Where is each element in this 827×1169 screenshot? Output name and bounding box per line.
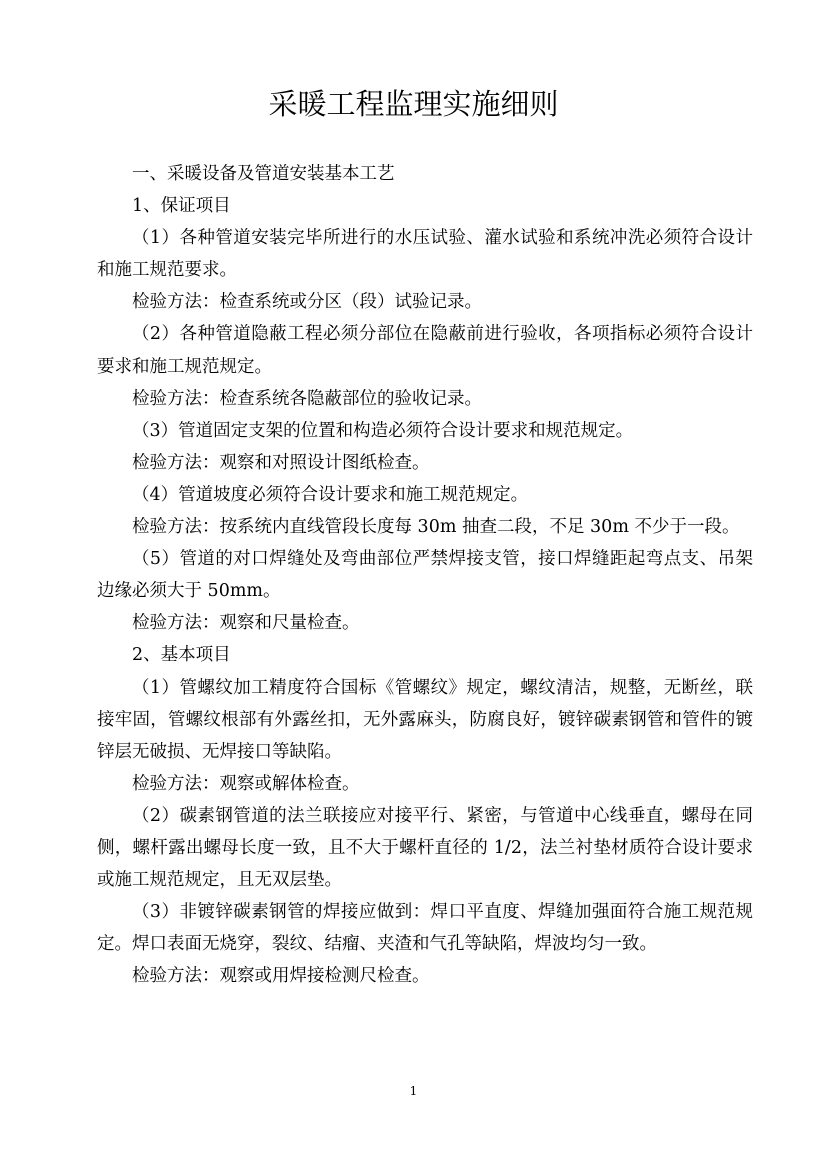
paragraph: （3）管道固定支架的位置和构造必须符合设计要求和规范规定。 bbox=[132, 420, 634, 441]
paragraph: （5）管道的对口焊缝处及弯曲部位严禁焊接支管，接口焊缝距起弯点支、吊架边缘必须大于 50mm。 bbox=[97, 549, 753, 602]
document-title: 采暖工程监理实施细则 bbox=[268, 87, 559, 121]
paragraph: 检验方法：观察和尺量检查。 bbox=[132, 613, 360, 634]
paragraph: （4）管道坡度必须符合设计要求和施工规范规定。 bbox=[132, 484, 529, 505]
paragraph: （2）各种管道隐蔽工程必须分部位在隐蔽前进行验收，各项指标必须符合设计要求和施工规范规定。 bbox=[97, 324, 753, 377]
paragraph: 检验方法：观察或解体检查。 bbox=[132, 773, 360, 794]
paragraph: （1）各种管道安装完毕所进行的水压试验、灌水试验和系统冲洗必须符合设计和施工规范要求。 bbox=[97, 228, 753, 281]
subsection-heading: 2、基本项目 bbox=[132, 645, 231, 666]
paragraph: 检验方法：检查系统或分区（段）试验记录。 bbox=[132, 292, 482, 313]
paragraph: （2）碳素钢管道的法兰联接应对接平行、紧密，与管道中心线垂直，螺母在同侧，螺杆露出螺母长度一致，且不大于螺杆直径的 1/2，法兰衬垫材质符合设计要求或施工规范规定，且无双层垫。 bbox=[97, 805, 753, 891]
paragraph: 检验方法：观察或用焊接检测尺检查。 bbox=[132, 966, 430, 987]
paragraph: （3）非镀锌碳素钢管的焊接应做到：焊口平直度、焊缝加强面符合施工规范规定。焊口表面无烧穿，裂纹、结瘤、夹渣和气孔等缺陷，焊波均匀一致。 bbox=[97, 902, 753, 955]
paragraph: （1）管螺纹加工精度符合国标《管螺纹》规定，螺纹清洁，规整，无断丝，联接牢固，管螺纹根部有外露丝扣，无外露麻头，防腐良好，镀锌碳素钢管和管件的镀锌层无破损、无焊接口等缺陷。 bbox=[97, 677, 753, 762]
paragraph: 检验方法：观察和对照设计图纸检查。 bbox=[132, 452, 430, 473]
paragraph: 检验方法：按系统内直线管段长度每 30m 抽查二段，不足 30m 不少于一段。 bbox=[132, 517, 740, 538]
page-number: 1 bbox=[409, 1084, 418, 1098]
document-body bbox=[97, 158, 753, 992]
section-heading: 一、采暖设备及管道安装基本工艺 bbox=[132, 164, 395, 184]
subsection-heading: 1、保证项目 bbox=[132, 196, 231, 217]
paragraph: 检验方法：检查系统各隐蔽部位的验收记录。 bbox=[132, 388, 482, 409]
